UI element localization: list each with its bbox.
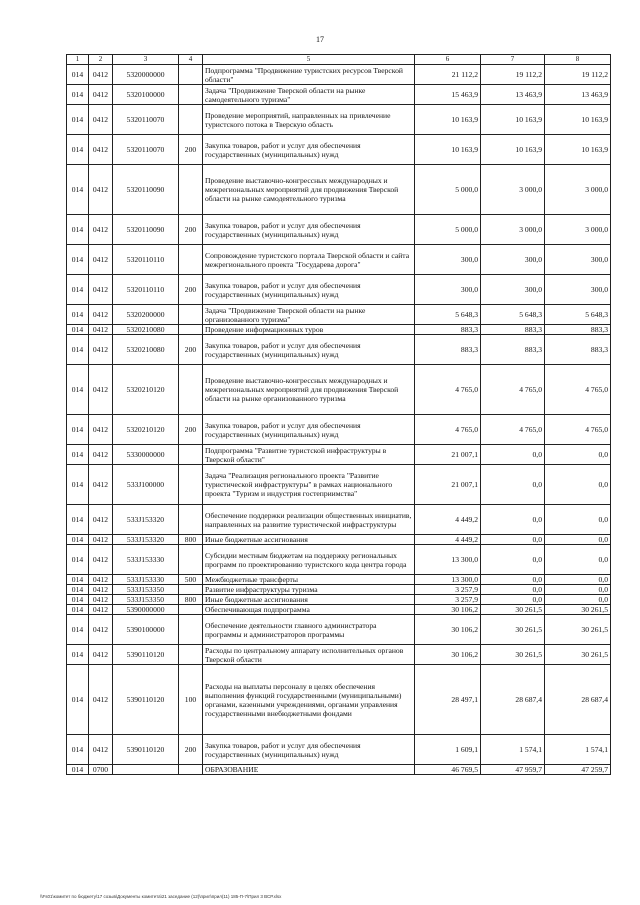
cell-section-code: 0412 [89, 465, 113, 505]
cell-section-code: 0412 [89, 305, 113, 325]
table-row [67, 665, 611, 735]
cell-amount-1: 300,0 [415, 245, 481, 275]
table-row [67, 305, 611, 325]
cell-description: Задача "Реализация регионального проекта "Развитие туристической инфраструктуры" в рамках национального проекта "Туризм и индустрия гостеприимства" [203, 465, 415, 505]
cell-target-article: 5390110120 [113, 645, 179, 665]
cell-description: Расходы на выплаты персоналу в целях обеспечения выполнения функций государственными (муниципальными) органами, казенными учреждениями, органами управления государственными внебюджетными фондами [203, 665, 415, 735]
cell-ministry-code: 014 [67, 105, 89, 135]
cell-target-article: 5320200000 [113, 305, 179, 325]
cell-description: Межбюджетные трансферты [203, 575, 415, 585]
cell-amount-2: 19 112,2 [481, 65, 545, 85]
cell-ministry-code: 014 [67, 735, 89, 765]
cell-amount-3: 300,0 [545, 245, 611, 275]
cell-amount-1: 28 497,1 [415, 665, 481, 735]
cell-section-code: 0412 [89, 165, 113, 215]
table-row [67, 135, 611, 165]
header-row [67, 55, 611, 65]
cell-amount-1: 883,3 [415, 325, 481, 335]
cell-target-article: 5320110090 [113, 165, 179, 215]
cell-expense-type: 200 [179, 135, 203, 165]
cell-target-article: 533J153350 [113, 585, 179, 595]
table-row [67, 165, 611, 215]
cell-amount-1: 30 106,2 [415, 645, 481, 665]
header-cell: 6 [415, 55, 481, 65]
cell-amount-2: 5 648,3 [481, 305, 545, 325]
cell-amount-2: 0,0 [481, 505, 545, 535]
cell-expense-type [179, 585, 203, 595]
cell-ministry-code: 014 [67, 535, 89, 545]
cell-amount-3: 3 000,0 [545, 215, 611, 245]
table-row [67, 735, 611, 765]
cell-amount-1: 5 000,0 [415, 215, 481, 245]
cell-description: Подпрограмма "Развитие туристской инфраструктуры в Тверской области" [203, 445, 415, 465]
cell-expense-type: 500 [179, 575, 203, 585]
cell-target-article: 5320100000 [113, 85, 179, 105]
cell-expense-type [179, 325, 203, 335]
cell-target-article: 533J153350 [113, 595, 179, 605]
cell-amount-2: 0,0 [481, 595, 545, 605]
cell-ministry-code: 014 [67, 575, 89, 585]
cell-amount-3: 0,0 [545, 545, 611, 575]
cell-amount-3: 30 261,5 [545, 615, 611, 645]
table-row [67, 605, 611, 615]
cell-target-article: 5320210120 [113, 365, 179, 415]
header-cell: 5 [203, 55, 415, 65]
cell-section-code: 0412 [89, 545, 113, 575]
cell-amount-2: 30 261,5 [481, 645, 545, 665]
cell-expense-type: 100 [179, 665, 203, 735]
table-row [67, 465, 611, 505]
cell-target-article: 5320110070 [113, 105, 179, 135]
cell-expense-type [179, 305, 203, 325]
cell-amount-1: 4 765,0 [415, 365, 481, 415]
cell-description: Закупка товаров, работ и услуг для обеспечения государственных (муниципальных) нужд [203, 735, 415, 765]
cell-target-article: 5320110110 [113, 275, 179, 305]
cell-target-article: 5320110110 [113, 245, 179, 275]
cell-amount-3: 0,0 [545, 445, 611, 465]
cell-expense-type: 200 [179, 415, 203, 445]
cell-amount-2: 0,0 [481, 465, 545, 505]
cell-ministry-code: 014 [67, 245, 89, 275]
cell-section-code: 0412 [89, 325, 113, 335]
cell-amount-2: 0,0 [481, 535, 545, 545]
header-cell: 3 [113, 55, 179, 65]
header-cell: 1 [67, 55, 89, 65]
table-row [67, 445, 611, 465]
table-row [67, 415, 611, 445]
table-row [67, 645, 611, 665]
cell-amount-1: 5 648,3 [415, 305, 481, 325]
cell-amount-1: 4 449,2 [415, 505, 481, 535]
cell-target-article: 5320210120 [113, 415, 179, 445]
cell-amount-3: 0,0 [545, 575, 611, 585]
cell-section-code: 0700 [89, 765, 113, 775]
cell-expense-type [179, 545, 203, 575]
cell-target-article: 5320110070 [113, 135, 179, 165]
cell-amount-2: 30 261,5 [481, 615, 545, 645]
cell-expense-type: 200 [179, 735, 203, 765]
cell-amount-2: 3 000,0 [481, 165, 545, 215]
cell-description: Закупка товаров, работ и услуг для обеспечения государственных (муниципальных) нужд [203, 275, 415, 305]
cell-section-code: 0412 [89, 365, 113, 415]
cell-expense-type [179, 85, 203, 105]
cell-amount-1: 21 007,1 [415, 465, 481, 505]
cell-amount-1: 13 300,0 [415, 575, 481, 585]
cell-target-article: 5320210080 [113, 325, 179, 335]
cell-amount-2: 28 687,4 [481, 665, 545, 735]
cell-description: Проведение информационных туров [203, 325, 415, 335]
cell-section-code: 0412 [89, 585, 113, 595]
cell-ministry-code: 014 [67, 595, 89, 605]
cell-target-article: 533J153320 [113, 535, 179, 545]
cell-ministry-code: 014 [67, 325, 89, 335]
cell-description: Обеспечивающая подпрограмма [203, 605, 415, 615]
table-row [67, 615, 611, 645]
cell-amount-3: 4 765,0 [545, 365, 611, 415]
cell-target-article: 5330000000 [113, 445, 179, 465]
cell-ministry-code: 014 [67, 305, 89, 325]
table-row [67, 215, 611, 245]
cell-description: Подпрограмма "Продвижение туристских ресурсов Тверской области" [203, 65, 415, 85]
cell-section-code: 0412 [89, 135, 113, 165]
cell-ministry-code: 014 [67, 275, 89, 305]
cell-target-article: 5320110090 [113, 215, 179, 245]
cell-amount-2: 3 000,0 [481, 215, 545, 245]
cell-section-code: 0412 [89, 595, 113, 605]
cell-amount-1: 5 000,0 [415, 165, 481, 215]
cell-amount-3: 19 112,2 [545, 65, 611, 85]
cell-section-code: 0412 [89, 105, 113, 135]
cell-ministry-code: 014 [67, 215, 89, 245]
cell-amount-1: 3 257,9 [415, 595, 481, 605]
cell-amount-3: 0,0 [545, 535, 611, 545]
cell-amount-2: 30 261,5 [481, 605, 545, 615]
cell-description: Иные бюджетные ассигнования [203, 595, 415, 605]
cell-amount-2: 4 765,0 [481, 415, 545, 445]
cell-section-code: 0412 [89, 615, 113, 645]
cell-amount-2: 300,0 [481, 275, 545, 305]
cell-section-code: 0412 [89, 535, 113, 545]
cell-target-article: 533J153330 [113, 545, 179, 575]
cell-expense-type: 200 [179, 275, 203, 305]
cell-section-code: 0412 [89, 735, 113, 765]
header-cell: 7 [481, 55, 545, 65]
cell-amount-3: 0,0 [545, 595, 611, 605]
table-row [67, 105, 611, 135]
cell-amount-2: 0,0 [481, 585, 545, 595]
cell-description: Закупка товаров, работ и услуг для обеспечения государственных (муниципальных) нужд [203, 335, 415, 365]
cell-amount-1: 30 106,2 [415, 605, 481, 615]
cell-expense-type [179, 505, 203, 535]
cell-expense-type [179, 605, 203, 615]
cell-amount-1: 883,3 [415, 335, 481, 365]
cell-amount-3: 1 574,1 [545, 735, 611, 765]
cell-description: Иные бюджетные ассигнования [203, 535, 415, 545]
cell-section-code: 0412 [89, 645, 113, 665]
cell-amount-2: 1 574,1 [481, 735, 545, 765]
cell-description: ОБРАЗОВАНИЕ [203, 765, 415, 775]
cell-expense-type [179, 245, 203, 275]
cell-ministry-code: 014 [67, 645, 89, 665]
cell-description: Задача "Продвижение Тверской области на рынке организованного туризма" [203, 305, 415, 325]
cell-ministry-code: 014 [67, 585, 89, 595]
cell-amount-1: 10 163,9 [415, 135, 481, 165]
cell-ministry-code: 014 [67, 605, 89, 615]
cell-section-code: 0412 [89, 65, 113, 85]
cell-ministry-code: 014 [67, 445, 89, 465]
table-row [67, 765, 611, 775]
cell-amount-1: 10 163,9 [415, 105, 481, 135]
cell-amount-1: 3 257,9 [415, 585, 481, 595]
cell-description: Развитие инфраструктуры туризма [203, 585, 415, 595]
cell-target-article: 5390100000 [113, 615, 179, 645]
table-row [67, 245, 611, 275]
cell-amount-2: 10 163,9 [481, 135, 545, 165]
cell-amount-1: 1 609,1 [415, 735, 481, 765]
cell-amount-3: 883,3 [545, 325, 611, 335]
cell-ministry-code: 014 [67, 545, 89, 575]
cell-target-article: 5320210080 [113, 335, 179, 365]
cell-description: Субсидии местным бюджетам на поддержку региональных программ по проектированию туристского кода центра города [203, 545, 415, 575]
cell-expense-type: 200 [179, 335, 203, 365]
cell-section-code: 0412 [89, 415, 113, 445]
table-row [67, 325, 611, 335]
cell-description: Проведение мероприятий, направленных на привлечение туристского потока в Тверскую область [203, 105, 415, 135]
cell-ministry-code: 014 [67, 615, 89, 645]
cell-amount-3: 883,3 [545, 335, 611, 365]
table-row [67, 545, 611, 575]
cell-ministry-code: 014 [67, 365, 89, 415]
cell-amount-2: 883,3 [481, 335, 545, 365]
cell-amount-2: 10 163,9 [481, 105, 545, 135]
cell-amount-3: 47 259,7 [545, 765, 611, 775]
cell-description: Расходы по центральному аппарату исполнительных органов Тверской области [203, 645, 415, 665]
cell-amount-3: 10 163,9 [545, 135, 611, 165]
cell-amount-1: 15 463,9 [415, 85, 481, 105]
cell-amount-1: 300,0 [415, 275, 481, 305]
cell-amount-3: 30 261,5 [545, 605, 611, 615]
cell-target-article: 533J153330 [113, 575, 179, 585]
cell-ministry-code: 014 [67, 505, 89, 535]
cell-expense-type: 800 [179, 595, 203, 605]
table-row [67, 535, 611, 545]
cell-ministry-code: 014 [67, 665, 89, 735]
cell-description: Обеспечение поддержки реализации общественных инициатив, направленных на развитие туристической инфраструктуры [203, 505, 415, 535]
table-row [67, 595, 611, 605]
cell-amount-2: 13 463,9 [481, 85, 545, 105]
cell-description: Сопровождение туристского портала Тверской области и сайта межрегионального проекта "Государева дорога" [203, 245, 415, 275]
cell-description: Закупка товаров, работ и услуг для обеспечения государственных (муниципальных) нужд [203, 215, 415, 245]
cell-ministry-code: 014 [67, 165, 89, 215]
budget-table [66, 54, 611, 775]
cell-expense-type [179, 165, 203, 215]
cell-amount-3: 3 000,0 [545, 165, 611, 215]
table-row [67, 365, 611, 415]
cell-ministry-code: 014 [67, 415, 89, 445]
footer-file-path: \\Fs01\комитет по бюджету\17 созыв\Документы комитета\21 заседание (12)\прил\прил(11) 185-П-7\Прил 3 ВСР.xlsx [40, 894, 282, 899]
cell-expense-type: 800 [179, 535, 203, 545]
cell-section-code: 0412 [89, 505, 113, 535]
table-row [67, 85, 611, 105]
cell-amount-1: 13 300,0 [415, 545, 481, 575]
cell-target-article: 5390110120 [113, 735, 179, 765]
cell-amount-3: 30 261,5 [545, 645, 611, 665]
cell-amount-1: 21 007,1 [415, 445, 481, 465]
cell-expense-type [179, 765, 203, 775]
cell-description: Закупка товаров, работ и услуг для обеспечения государственных (муниципальных) нужд [203, 415, 415, 445]
cell-amount-2: 47 959,7 [481, 765, 545, 775]
cell-ministry-code: 014 [67, 65, 89, 85]
cell-amount-1: 21 112,2 [415, 65, 481, 85]
cell-expense-type: 200 [179, 215, 203, 245]
cell-expense-type [179, 105, 203, 135]
cell-description: Закупка товаров, работ и услуг для обеспечения государственных (муниципальных) нужд [203, 135, 415, 165]
cell-section-code: 0412 [89, 85, 113, 105]
header-cell: 4 [179, 55, 203, 65]
page-number: 17 [316, 35, 324, 44]
cell-amount-3: 300,0 [545, 275, 611, 305]
cell-amount-3: 0,0 [545, 585, 611, 595]
cell-amount-1: 30 106,2 [415, 615, 481, 645]
cell-ministry-code: 014 [67, 765, 89, 775]
cell-amount-2: 4 765,0 [481, 365, 545, 415]
table-row [67, 275, 611, 305]
cell-description: Задача "Продвижение Тверской области на рынке самодеятельного туризма" [203, 85, 415, 105]
cell-target-article: 533J100000 [113, 465, 179, 505]
cell-description: Проведение выставочно-конгрессных международных и межрегиональных мероприятий для продвижения Тверской области на рынке самодеятельного туризма [203, 165, 415, 215]
cell-amount-1: 4 765,0 [415, 415, 481, 445]
cell-expense-type [179, 445, 203, 465]
cell-amount-3: 0,0 [545, 465, 611, 505]
cell-amount-1: 4 449,2 [415, 535, 481, 545]
cell-description: Обеспечение деятельности главного администратора программы и администраторов программы [203, 615, 415, 645]
table-row [67, 335, 611, 365]
table-row [67, 575, 611, 585]
cell-amount-3: 4 765,0 [545, 415, 611, 445]
cell-amount-2: 300,0 [481, 245, 545, 275]
cell-amount-3: 28 687,4 [545, 665, 611, 735]
cell-amount-3: 13 463,9 [545, 85, 611, 105]
cell-section-code: 0412 [89, 215, 113, 245]
cell-section-code: 0412 [89, 575, 113, 585]
cell-ministry-code: 014 [67, 85, 89, 105]
cell-description: Проведение выставочно-конгрессных международных и межрегиональных мероприятий для продвижения Тверской области на рынке организованного туризма [203, 365, 415, 415]
cell-amount-1: 46 769,5 [415, 765, 481, 775]
header-cell: 8 [545, 55, 611, 65]
cell-section-code: 0412 [89, 275, 113, 305]
cell-amount-2: 0,0 [481, 445, 545, 465]
cell-target-article: 5390110120 [113, 665, 179, 735]
cell-amount-2: 0,0 [481, 575, 545, 585]
cell-target-article [113, 765, 179, 775]
cell-section-code: 0412 [89, 665, 113, 735]
cell-ministry-code: 014 [67, 335, 89, 365]
cell-amount-2: 883,3 [481, 325, 545, 335]
cell-target-article: 533J153320 [113, 505, 179, 535]
cell-target-article: 5320000000 [113, 65, 179, 85]
table-row [67, 585, 611, 595]
cell-expense-type [179, 645, 203, 665]
cell-amount-3: 0,0 [545, 505, 611, 535]
cell-section-code: 0412 [89, 245, 113, 275]
cell-expense-type [179, 65, 203, 85]
cell-amount-3: 10 163,9 [545, 105, 611, 135]
cell-amount-3: 5 648,3 [545, 305, 611, 325]
cell-expense-type [179, 365, 203, 415]
cell-section-code: 0412 [89, 445, 113, 465]
cell-ministry-code: 014 [67, 135, 89, 165]
cell-ministry-code: 014 [67, 465, 89, 505]
cell-amount-2: 0,0 [481, 545, 545, 575]
table-row [67, 505, 611, 535]
cell-section-code: 0412 [89, 605, 113, 615]
header-cell: 2 [89, 55, 113, 65]
cell-target-article: 5390000000 [113, 605, 179, 615]
cell-expense-type [179, 615, 203, 645]
cell-expense-type [179, 465, 203, 505]
table-row [67, 65, 611, 85]
cell-section-code: 0412 [89, 335, 113, 365]
